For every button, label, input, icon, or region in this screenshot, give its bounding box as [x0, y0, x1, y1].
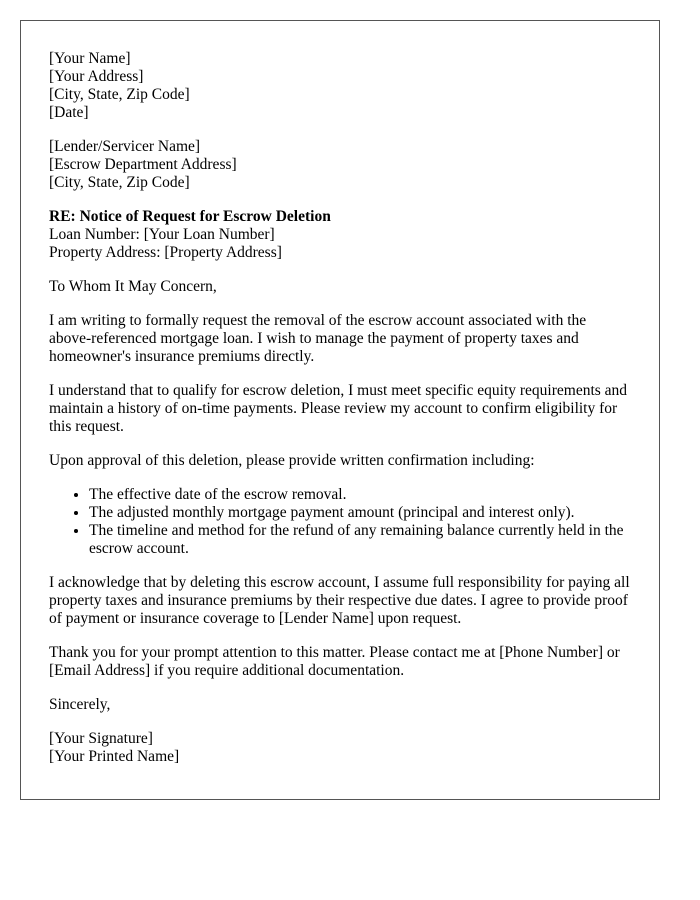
body-paragraph: I am writing to formally request the removal of the escrow account associated with the above-referenced mortgage loan. I wish to manage the payment of property taxes and homeowner's insurance premiums directly.: [49, 312, 587, 365]
letter-document: [20, 20, 660, 800]
list-item: • The adjusted monthly mortgage payment amount (principal and interest only).: [89, 504, 631, 522]
body-paragraph: Upon approval of this deletion, please provide written confirmation including:: [49, 452, 535, 469]
signature-block: [49, 730, 631, 766]
body-paragraph: I understand that to qualify for escrow deletion, I must meet specific equity requirements and maintain a history of on-time payments. Please review my account to confirm eligibility for this request.: [49, 382, 628, 435]
sign-off: Sincerely,: [49, 696, 111, 713]
salutation: To Whom It May Concern,: [49, 278, 217, 295]
confirmation-list: [49, 486, 631, 558]
subject-line: RE: Notice of Request for Escrow Deletion: [49, 208, 331, 225]
list-item: • The effective date of the escrow removal.: [89, 486, 631, 504]
sender-block: [49, 50, 631, 122]
list-item: • The timeline and method for the refund of any remaining balance currently held in the escrow account.: [89, 522, 631, 558]
property-address: Property Address: [Property Address]: [49, 244, 282, 261]
sender-address: [Your Address]: [49, 68, 144, 85]
letter-date: [Date]: [49, 104, 89, 121]
sender-city-state-zip: [City, State, Zip Code]: [49, 86, 190, 103]
body-paragraph: Thank you for your prompt attention to this matter. Please contact me at [Phone Number] or [Email Address] if you require additional documentation.: [49, 644, 620, 679]
recipient-address: [Escrow Department Address]: [49, 156, 237, 173]
recipient-name: [Lender/Servicer Name]: [49, 138, 201, 155]
loan-number: Loan Number: [Your Loan Number]: [49, 226, 275, 243]
printed-name: [Your Printed Name]: [49, 748, 180, 765]
sender-name: [Your Name]: [49, 50, 131, 67]
signature-line: [Your Signature]: [49, 730, 153, 747]
reference-block: [49, 208, 631, 262]
recipient-block: [49, 138, 631, 192]
body-paragraph: I acknowledge that by deleting this escrow account, I assume full responsibility for paying all property taxes and insurance premiums by their respective due dates. I agree to provide proof of payment or insurance coverage to [Lender Name] upon request.: [49, 574, 630, 627]
recipient-city-state-zip: [City, State, Zip Code]: [49, 174, 190, 191]
